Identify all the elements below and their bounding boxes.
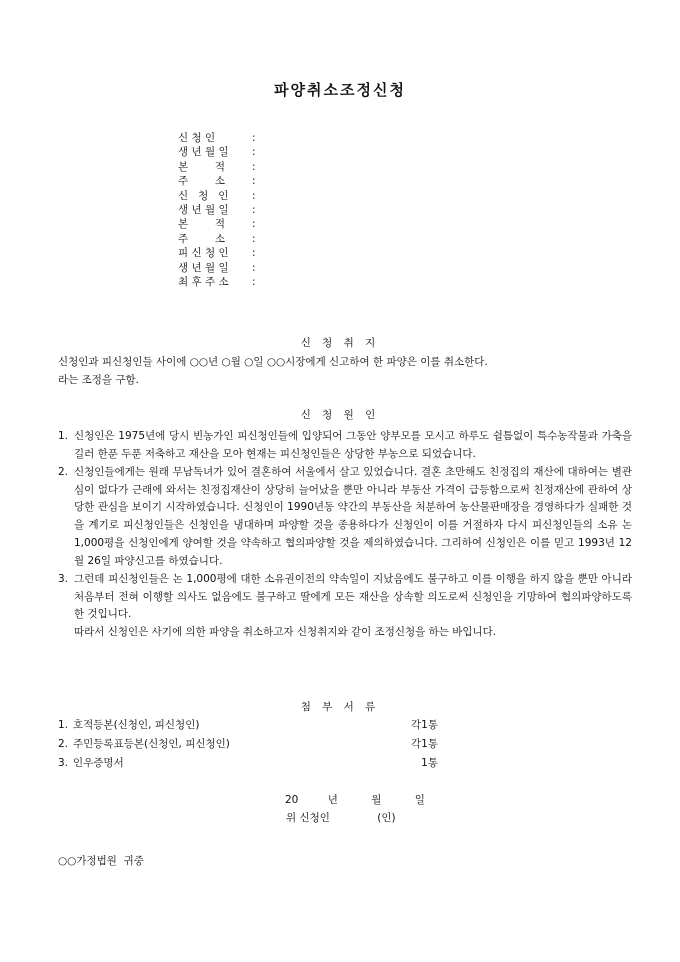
field-label: 주 소 (178, 175, 225, 188)
court-addressee: ○○가정법원 귀중 (58, 855, 144, 867)
field-label: 신 청 인 (178, 189, 229, 202)
field-label: 본 적 (178, 160, 225, 173)
signature-line (286, 811, 396, 825)
field-row (178, 232, 256, 246)
field-label: 피 신 청 인 (178, 247, 229, 260)
attachments-heading: 첨 부 서 류 (300, 701, 380, 713)
field-label: 신 청 인 (178, 132, 216, 144)
purpose-line: 신청인과 피신청인들 사이에 ○○년 ○월 ○일 ○○시장에게 신고하여 한 파양은 이를 취소한다. (58, 356, 488, 368)
cause-number: 3. (58, 572, 69, 585)
attachment-number: 1. (58, 719, 69, 731)
cause-list (58, 428, 632, 642)
field-row (178, 131, 256, 145)
filing-date (285, 793, 425, 807)
field-separator: : (252, 175, 256, 188)
attachment-row (58, 756, 438, 775)
field-separator: : (252, 146, 256, 159)
field-label: 생 년 월 일 (178, 203, 229, 216)
cause-text: 신청인들에게는 원래 무남독녀가 있어 결혼하여 서울에서 살고 있었습니다. 결혼 초만해도 친정집의 재산에 대하여는 별관심이 없다가 근래에 와서는 친정집재산이 상당히 늘어났을 뿐만 아니라 부동산 가격이 급등함으로써 친정재산에 관하여 상당한 관심을 보이기 시작하였습니다. 신청인이 1990년동 약간의 부동산을 처분하여 농산물판매장을 경영하다가 실패한 것을 계기로 피신청인들은 신청인을 냉대하며 파양할 것을 종용하다가 신청인이 이를 거절하자 다시 피신청인들의 소유 논 1,000평을 신청인에게 양여할 것을 약속하고 협의파양할 것을 제의하였습니다. 그리하여 신청인은 이를 믿고 1993년 12월 26일 파양신고를 하였습니다. (74, 465, 633, 567)
cause-text: 그런데 피신청인들은 논 1,000평에 대한 소유권이전의 약속일이 지났음에도 불구하고 이를 이행을 하지 않을 뿐만 아니라 처음부터 전혀 이행할 의사도 없음에도 불구하고 딸에게 모든 재산을 상속할 의도로써 신청인을 기망하여 협의파양하도록 한 것입니다. (74, 572, 632, 621)
field-row (178, 246, 256, 260)
date-year-unit: 년 (327, 794, 338, 806)
seal-mark: (인) (377, 812, 396, 824)
cause-closing: 따라서 신청인은 사기에 의한 파양을 취소하고자 신청취지와 같이 조정신청을 하는 바입니다. (74, 626, 497, 639)
cause-number: 1. (58, 430, 69, 442)
attachment-number: 3. (58, 757, 69, 769)
field-label: 최 후 주 소 (178, 275, 229, 288)
attachment-count: 각1통 (411, 719, 438, 731)
attachment-number: 2. (58, 738, 69, 750)
cause-heading: 신 청 원 인 (300, 409, 380, 421)
field-label: 생 년 월 일 (178, 261, 229, 274)
field-row (178, 189, 256, 203)
attachment-name: 호적등본(신청인, 피신청인) (73, 719, 200, 731)
cause-item (58, 464, 632, 571)
cause-text: 신청인은 1975년에 당시 빈농가인 피신청인들에 입양되어 그동안 양부모를 모시고 하루도 쉴틈없이 특수농작물과 가축을 길러 한푼 두푼 저축하고 재산을 모아 현재는 피신청인들은 상당한 부농으로 되었습니다. (74, 430, 632, 460)
purpose-line: 라는 조정을 구함. (58, 374, 140, 387)
attachment-count: 각1통 (411, 738, 438, 750)
field-row (178, 261, 256, 275)
field-separator: : (252, 275, 256, 288)
field-separator: : (252, 203, 256, 216)
attachments-list (58, 718, 438, 775)
field-separator: : (252, 160, 256, 173)
cause-number: 2. (58, 465, 69, 478)
party-fields (178, 131, 256, 289)
field-separator: : (252, 232, 256, 245)
field-row (178, 145, 256, 159)
signature-label: 위 신청인 (286, 812, 330, 824)
attachment-row (58, 737, 438, 756)
field-row (178, 160, 256, 174)
field-row (178, 275, 256, 289)
purpose-paragraph (58, 355, 630, 387)
field-row (178, 217, 256, 231)
field-label: 본 적 (178, 218, 225, 231)
field-separator: : (252, 247, 256, 260)
field-label: 생 년 월 일 (178, 146, 229, 159)
field-separator: : (252, 189, 256, 202)
field-row (178, 203, 256, 217)
field-separator: : (252, 132, 256, 144)
field-label: 주 소 (178, 232, 225, 245)
date-day-unit: 일 (414, 794, 425, 806)
date-year: 20 (285, 794, 299, 806)
cause-item (58, 571, 632, 625)
attachment-row (58, 718, 438, 737)
date-month-unit: 월 (371, 794, 382, 806)
document-title: 파양취소조정신청 (274, 81, 406, 99)
attachment-name: 인우증명서 (73, 757, 124, 769)
purpose-heading: 신 청 취 지 (300, 337, 380, 349)
cause-item (58, 428, 632, 464)
field-separator: : (252, 261, 256, 274)
attachment-count: 1통 (421, 757, 438, 769)
field-separator: : (252, 218, 256, 231)
attachment-name: 주민등록표등본(신청인, 피신청인) (73, 738, 230, 750)
field-row (178, 174, 256, 188)
